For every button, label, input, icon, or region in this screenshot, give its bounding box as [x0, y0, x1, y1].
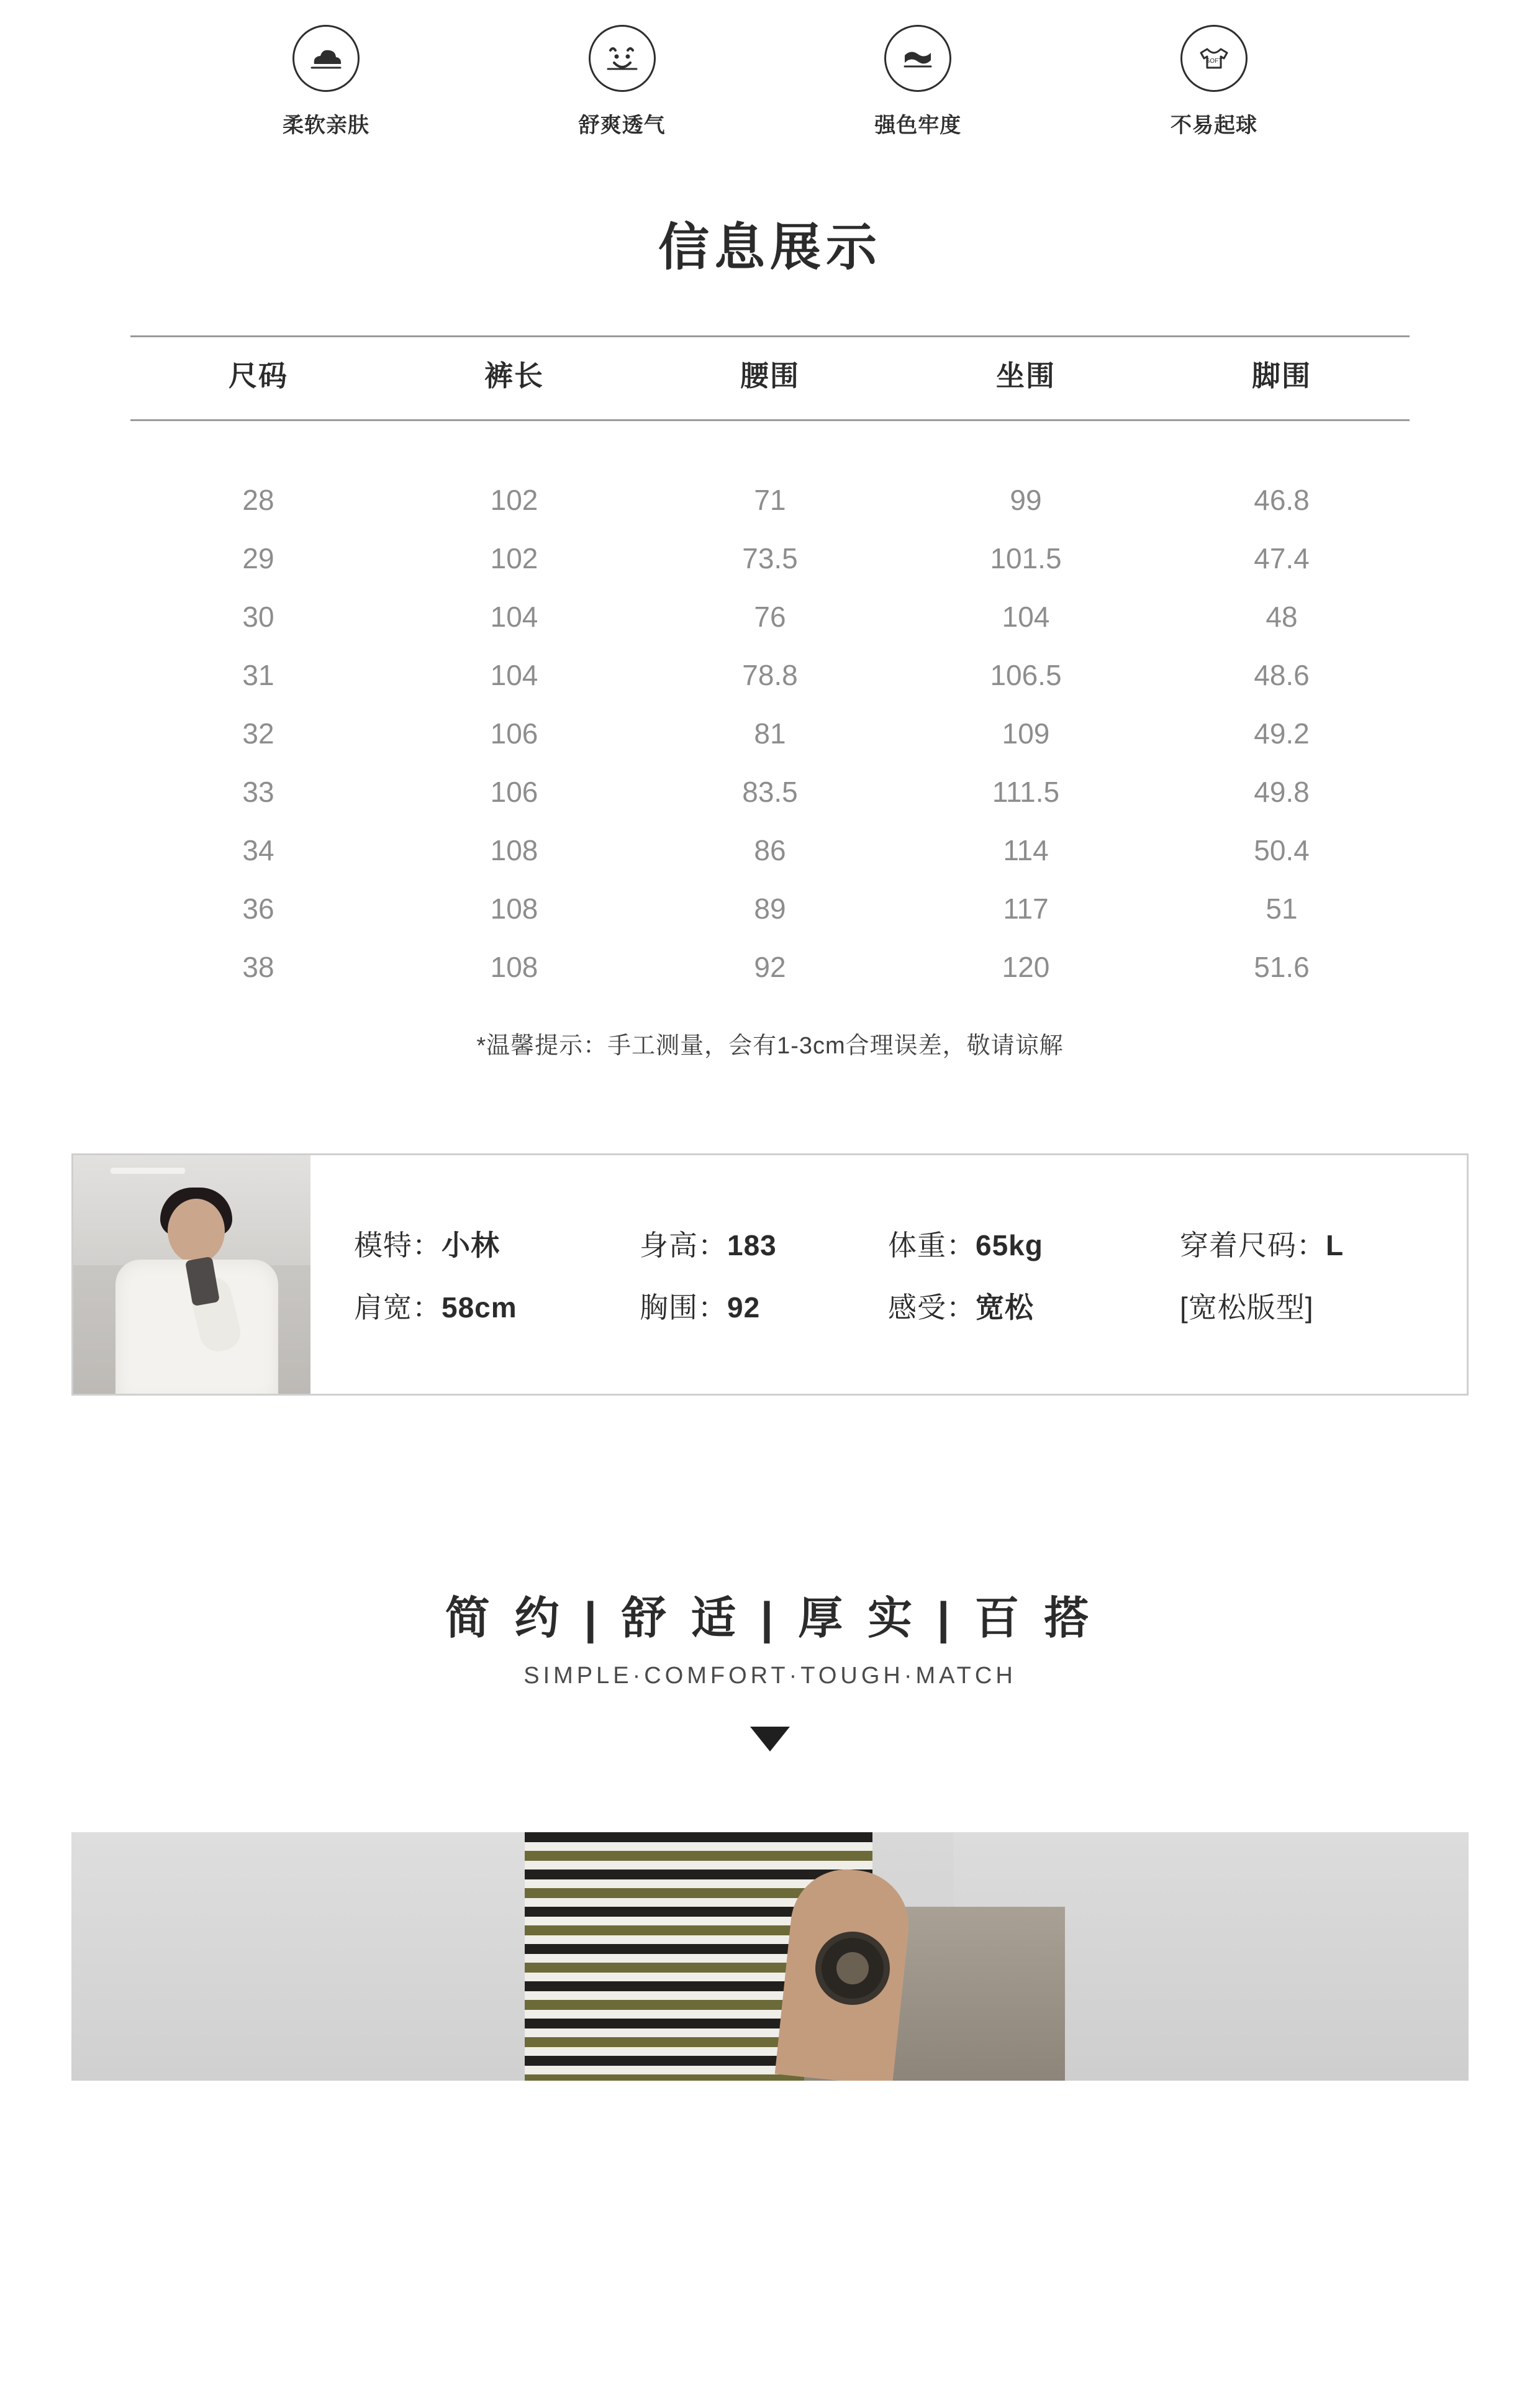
table-cell: 120 [1002, 951, 1050, 983]
table-cell: 108 [490, 951, 538, 983]
model-chest-field [640, 1285, 888, 1326]
table-header-cell: 腰围 [642, 337, 898, 420]
table-cell: 86 [754, 834, 786, 866]
table-row [130, 879, 1410, 938]
model-name-field [354, 1223, 640, 1264]
table-cell: 106.5 [990, 659, 1062, 691]
table-cell: 108 [490, 893, 538, 925]
size-table [130, 335, 1410, 996]
feature-label: 不易起球 [1170, 114, 1257, 137]
anti-pilling-shirt-icon [1180, 25, 1248, 92]
table-cell: 102 [490, 542, 538, 575]
table-cell: 38 [242, 951, 274, 983]
table-cell: 49.8 [1254, 776, 1310, 808]
model-photo [73, 1155, 310, 1394]
table-cell: 83.5 [742, 776, 798, 808]
table-cell: 104 [490, 601, 538, 633]
model-feeling-field [888, 1285, 1180, 1326]
table-header-cell: 脚围 [1154, 337, 1410, 420]
model-info-row [354, 1274, 1465, 1337]
table-cell: 99 [1010, 484, 1042, 516]
table-cell: 108 [490, 834, 538, 866]
feature-item [224, 25, 428, 139]
table-cell: 92 [754, 951, 786, 983]
model-info-row [354, 1212, 1465, 1274]
cloud-soft-icon [292, 25, 360, 92]
photo-lamp [111, 1168, 185, 1174]
table-cell: 49.2 [1254, 717, 1310, 750]
model-feeling-value: 宽松 [976, 1291, 1034, 1324]
table-cell: 48 [1266, 601, 1298, 633]
table-row [130, 704, 1410, 763]
table-cell: 30 [242, 601, 274, 633]
table-cell: 81 [754, 717, 786, 750]
model-head [168, 1199, 225, 1263]
feature-item [1112, 25, 1316, 139]
color-fastness-icon [884, 25, 951, 92]
table-cell: 101.5 [990, 542, 1062, 575]
table-cell: 106 [490, 776, 538, 808]
table-row [130, 938, 1410, 996]
model-weight-label: 体重： [888, 1229, 976, 1261]
table-row [130, 821, 1410, 879]
model-weight-value: 65kg [976, 1229, 1043, 1261]
smile-breathable-icon [589, 25, 656, 92]
table-cell: 51 [1266, 893, 1298, 925]
table-header-cell: 坐围 [898, 337, 1154, 420]
table-cell: 36 [242, 893, 274, 925]
model-chest-label: 胸围： [640, 1291, 727, 1324]
table-cell: 106 [490, 717, 538, 750]
model-wearing-size-value: L [1326, 1229, 1344, 1261]
table-header-row [130, 337, 1410, 420]
feature-list [0, 0, 1540, 139]
model-wearing-size-field [1180, 1223, 1465, 1264]
table-row [130, 420, 1410, 530]
table-cell: 114 [1003, 834, 1049, 866]
page-title: 信息展示 [658, 219, 882, 276]
table-cell: 104 [1002, 601, 1050, 633]
svg-text:SOFT: SOFT [1205, 58, 1223, 65]
model-feeling-label: 感受： [888, 1291, 976, 1324]
photo-left-background [71, 1832, 525, 2081]
table-row [130, 763, 1410, 821]
model-height-field [640, 1223, 888, 1264]
fit-type-badge [1180, 1285, 1465, 1326]
table-cell: 109 [1002, 717, 1050, 750]
table-cell: 104 [490, 659, 538, 691]
down-arrow-icon [750, 1727, 790, 1751]
measurement-note: *温馨提示：手工测量，会有1-3cm合理误差，敬请谅解 [476, 1033, 1064, 1059]
feature-label: 柔软亲肤 [283, 114, 369, 137]
table-cell: 50.4 [1254, 834, 1310, 866]
table-header-cell: 尺码 [130, 337, 386, 420]
table-row [130, 529, 1410, 588]
table-cell: 71 [754, 484, 786, 516]
model-height-label: 身高： [640, 1229, 727, 1261]
model-chest-value: 92 [727, 1291, 761, 1324]
table-cell: 34 [242, 834, 274, 866]
table-header-cell: 裤长 [386, 337, 642, 420]
slogan-chinese: 简 约 | 舒 适 | 厚 实 | 百 搭 [445, 1594, 1095, 1643]
slogan-block [0, 1582, 1540, 1751]
table-cell: 29 [242, 542, 274, 575]
model-height-value: 183 [727, 1229, 777, 1261]
table-cell: 47.4 [1254, 542, 1310, 575]
table-cell: 32 [242, 717, 274, 750]
model-wearing-size-label: 穿着尺码： [1180, 1229, 1326, 1261]
table-cell: 28 [242, 484, 274, 516]
table-cell: 111.5 [992, 776, 1060, 808]
model-info-text [310, 1155, 1490, 1394]
feature-item [815, 25, 1020, 139]
model-shoulder-field [354, 1285, 640, 1326]
model-info-box [71, 1153, 1469, 1396]
model-shoulder-label: 肩宽： [354, 1291, 442, 1324]
table-cell: 78.8 [742, 659, 798, 691]
table-cell: 73.5 [742, 542, 798, 575]
fit-type-value: [宽松版型] [1180, 1291, 1314, 1324]
table-cell: 117 [1003, 893, 1049, 925]
feature-label: 舒爽透气 [578, 114, 666, 137]
size-table-wrapper [130, 335, 1410, 1060]
feature-label: 强色牢度 [874, 114, 962, 137]
table-cell: 33 [242, 776, 274, 808]
table-cell: 102 [490, 484, 538, 516]
slogan-english: SIMPLE·COMFORT·TOUGH·MATCH [523, 1663, 1017, 1689]
model-name-value: 小林 [442, 1229, 500, 1261]
table-cell: 46.8 [1254, 484, 1310, 516]
table-cell: 76 [754, 601, 786, 633]
table-cell: 89 [754, 893, 786, 925]
table-row [130, 588, 1410, 646]
model-name-label: 模特： [354, 1229, 442, 1261]
table-cell: 48.6 [1254, 659, 1310, 691]
model-shoulder-value: 58cm [442, 1291, 517, 1324]
feature-item [520, 25, 725, 139]
table-cell: 51.6 [1254, 951, 1310, 983]
model-weight-field [888, 1223, 1180, 1264]
table-cell: 31 [242, 659, 274, 691]
product-photo [71, 1832, 1469, 2081]
table-row [130, 646, 1410, 704]
wrist-watch [815, 1932, 890, 2005]
